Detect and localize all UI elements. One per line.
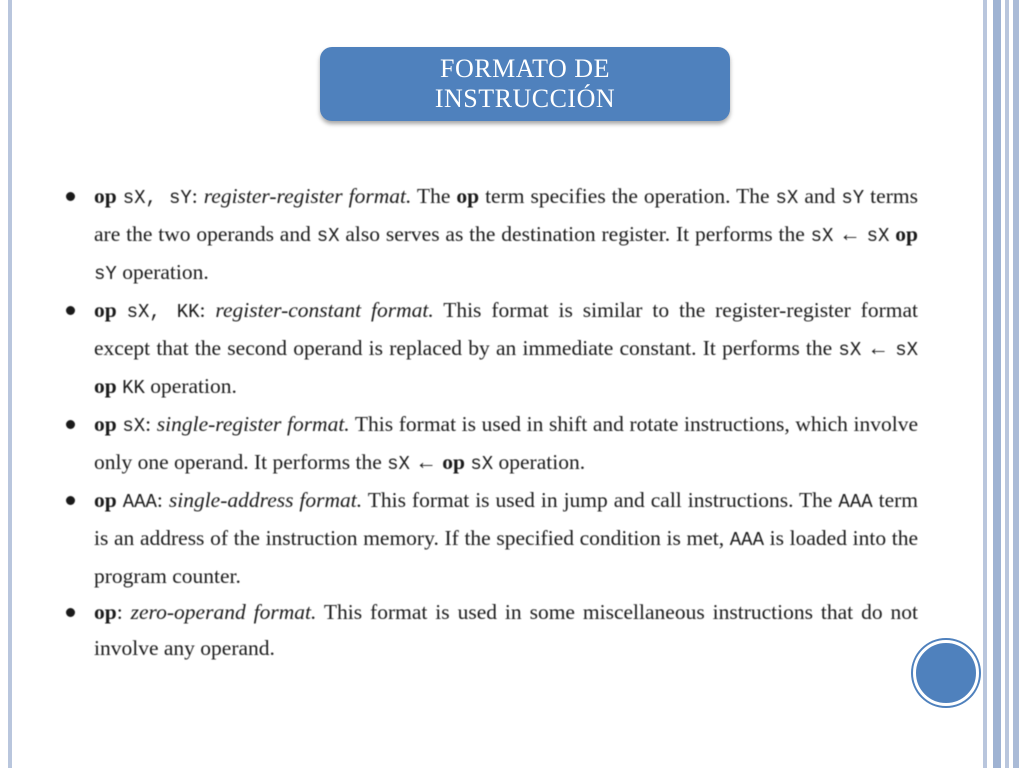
bullet-dot-icon	[66, 608, 75, 617]
frame-line-right	[1013, 0, 1019, 768]
bullet-item	[66, 594, 918, 666]
bullet-text-segment: sX	[838, 339, 862, 361]
bullet-text-segment: KK	[122, 377, 145, 399]
bullet-text-segment: single-register format.	[156, 412, 350, 436]
bullet-text-segment: AAA	[729, 529, 764, 551]
bullet-text-segment	[117, 298, 127, 322]
bullet-dot-icon	[66, 496, 75, 505]
bullet-text-segment: sX	[470, 453, 494, 475]
bullet-text-segment: This format is used in jump and call instructions. The	[362, 488, 839, 512]
bullet-item	[66, 178, 918, 292]
bullet-text-segment: sX	[810, 225, 834, 247]
bullet-text-segment: term specifies the operation. The	[479, 184, 776, 208]
bullet-text-segment: operation.	[493, 450, 586, 474]
bullet-item	[66, 406, 918, 482]
bullet-text-segment: ←	[833, 222, 867, 246]
bullet-text-segment: operation.	[144, 374, 237, 398]
bullet-text-segment: op	[94, 298, 117, 322]
bullet-text-segment: is loaded into the program counter.	[94, 526, 918, 588]
bullet-text-segment: sX	[122, 415, 146, 437]
bullet-text-segment: :	[191, 184, 204, 208]
slide-title: FORMATO DE INSTRUCCIÓN	[434, 54, 616, 113]
bullet-text-segment: op	[94, 412, 117, 436]
bullet-text-segment: op	[94, 488, 117, 512]
bullet-text-segment: The	[411, 184, 457, 208]
bullet-item	[66, 482, 918, 594]
bullet-text-segment: op	[895, 222, 919, 246]
bullet-text-segment: ←	[861, 336, 896, 360]
bullet-text-segment: sX, sY	[122, 187, 192, 209]
bullet-text-segment: zero-operand format.	[130, 600, 317, 624]
bullet-item	[66, 292, 918, 406]
title-box	[320, 47, 730, 121]
bullet-text-segment: register-constant format.	[215, 298, 434, 322]
bullet-text-segment: AAA	[838, 491, 873, 513]
bullet-text-segment: sX	[316, 225, 340, 247]
bullet-text-segment: :	[116, 600, 131, 624]
bullet-text-segment: This format is used in some miscellaneous instructions that do not involve any operand.	[94, 600, 918, 660]
frame-line-right	[983, 0, 987, 768]
bullet-text-segment: op	[456, 184, 480, 208]
bullet-text-segment: :	[199, 298, 216, 322]
bullet-text-segment: sY	[94, 263, 117, 285]
frame-line-right	[993, 0, 1001, 768]
bullet-text-segment: operation.	[116, 260, 209, 284]
bullet-list	[66, 178, 919, 660]
frame-line-left	[8, 0, 12, 768]
bullet-text-segment: sX	[895, 339, 918, 361]
bullet-dot-icon	[66, 306, 75, 315]
decorative-circle	[913, 640, 979, 706]
bullet-text-segment: and	[798, 184, 842, 208]
bullet-text-segment: term is an address of the instruction memory. If the specified condition is met,	[94, 488, 919, 550]
bullet-text-segment: sX	[775, 187, 799, 209]
bullet-text-segment: sX, KK	[126, 301, 200, 323]
bullet-text-segment: op	[94, 184, 117, 208]
bullet-text-segment: op	[442, 450, 465, 474]
bullet-text-segment: sY	[841, 187, 865, 209]
bullet-text-segment: :	[145, 412, 157, 436]
bullet-dot-icon	[66, 420, 75, 429]
bullet-text-segment: sX	[387, 453, 410, 475]
bullet-text-segment: :	[156, 488, 169, 512]
bullet-text-segment: terms are the two operands and	[94, 184, 918, 246]
frame-line-right	[1005, 0, 1009, 768]
bullet-text-segment: op	[94, 600, 117, 624]
bullet-text-segment: AAA	[122, 491, 157, 513]
bullet-text-segment: ←	[409, 450, 443, 474]
bullet-text-segment: This format is used in shift and rotate instructions, which involve only one operand. It performs the	[94, 412, 919, 474]
bullet-text-segment: single-address format.	[168, 488, 363, 512]
bullet-text-segment: sX	[866, 225, 890, 247]
bullet-text-segment: register-register format.	[203, 184, 412, 208]
bullet-text-segment: This format is similar to the register-register format except that the second operand is replaced by an immediate constant. It performs the	[94, 298, 918, 360]
bullet-dot-icon	[66, 192, 75, 201]
bullet-text-segment: also serves as the destination register. It performs the	[339, 222, 811, 246]
bullet-text-segment: op	[94, 374, 117, 398]
